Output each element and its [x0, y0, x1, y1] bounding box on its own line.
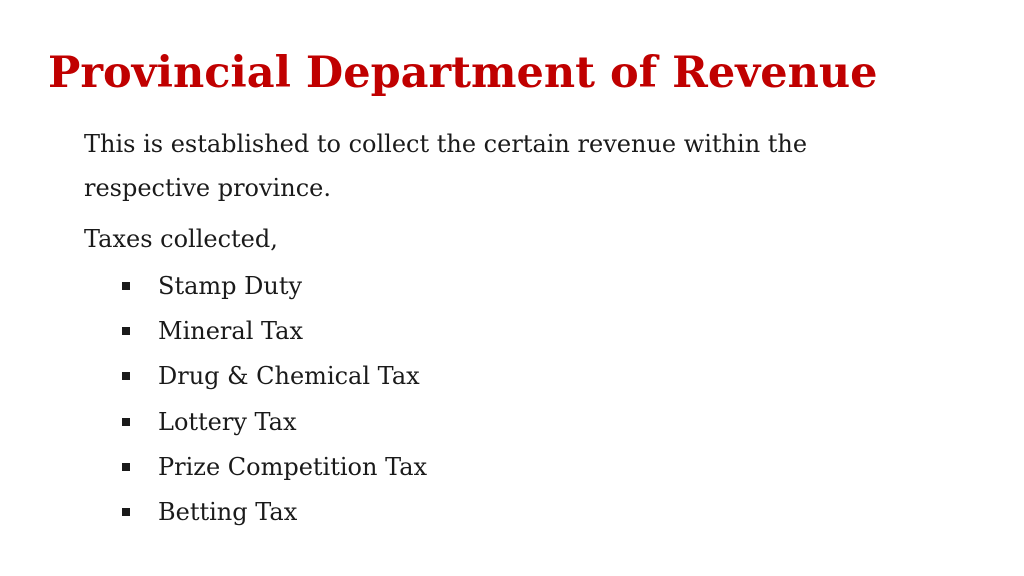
square-bullet-icon — [122, 327, 130, 335]
intro-paragraph: This is established to collect the certain revenue within the respective province. — [84, 130, 808, 202]
list-item-label: Betting Tax — [158, 498, 298, 527]
list-item-label: Stamp Duty — [158, 271, 303, 300]
list-item-label: Drug & Chemical Tax — [158, 362, 420, 391]
list-item-label: Mineral Tax — [158, 316, 303, 345]
square-bullet-icon — [122, 463, 130, 471]
list-item — [122, 399, 427, 444]
list-item — [122, 354, 427, 399]
list-item-label: Prize Competition Tax — [158, 452, 428, 481]
list-item — [122, 308, 427, 353]
taxes-label: Taxes collected, — [84, 225, 278, 253]
square-bullet-icon — [122, 282, 130, 290]
list-item — [122, 444, 427, 489]
square-bullet-icon — [122, 508, 130, 516]
tax-list — [122, 263, 427, 535]
slide-title: Provincial Department of Revenue — [48, 48, 878, 98]
square-bullet-icon — [122, 418, 130, 426]
list-item — [122, 489, 427, 534]
list-item — [122, 263, 427, 308]
square-bullet-icon — [122, 372, 130, 380]
list-item-label: Lottery Tax — [158, 407, 297, 436]
